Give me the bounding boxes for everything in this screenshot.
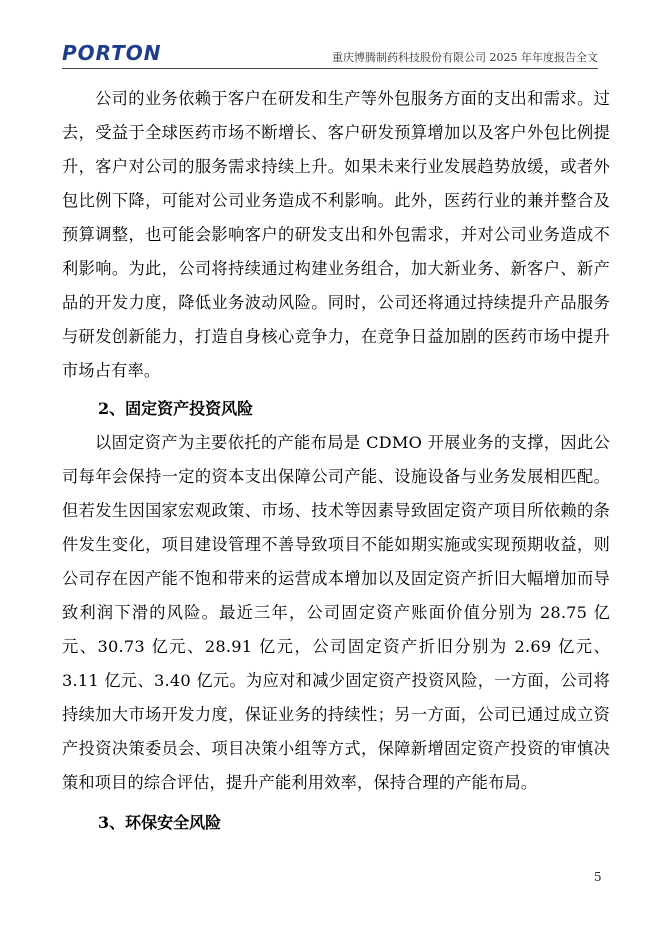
section-heading-fixed-asset-risk: 2、固定资产投资风险	[98, 399, 254, 418]
page-number: 5	[594, 870, 602, 884]
paragraph-fixed-asset-risk: 以固定资产为主要依托的产能布局是 CDMO 开展业务的支撑，因此公司每年会保持一定的资本支出保障公司产能、设施设备与业务发展相匹配。但若发生因国家宏观政策、市场、技术等因素导致固定资产项目所依赖的条件发生变化，项目建设管理不善导致项目不能如期实施或实现预期收益，则公司存在因产能不饱和带来的运营成本增加以及固定资产折旧大幅增加而导致利润下滑的风险。最近三年，公司固定资产账面价值分别为 28.75 亿元、30.73 亿元、28.91 亿元，公司固定资产折旧分别为 2.69 亿元、3.11 亿元、3.40 亿元。为应对和减少固定资产投资风险，一方面，公司将持续加大市场开发力度，保证业务的持续性；另一方面，公司已通过成立资产投资决策委员会、项目决策小组等方式，保障新增固定资产投资的审慎决策和项目的综合评估，提升产能利用效率，保持合理的产能布局。	[62, 433, 610, 792]
header-divider	[62, 68, 598, 69]
section-heading-environment-safety-risk: 3、环保安全风险	[98, 813, 222, 832]
header-doc-title: 重庆博腾制药科技股份有限公司 2025 年年度报告全文	[332, 51, 598, 64]
page-body	[62, 82, 610, 840]
porton-logo: PORTON	[62, 41, 162, 65]
paragraph-business-dependency: 公司的业务依赖于客户在研发和生产等外包服务方面的支出和需求。过去，受益于全球医药市场不断增长、客户研发预算增加以及客户外包比例提升，客户对公司的服务需求持续上升。如果未来行业发展趋势放缓，或者外包比例下降，可能对公司业务造成不利影响。此外，医药行业的兼并整合及预算调整，也可能会影响客户的研发支出和外包需求，并对公司业务造成不利影响。为此，公司将持续通过构建业务组合，加大新业务、新客户、新产品的开发力度，降低业务波动风险。同时，公司还将通过持续提升产品服务与研发创新能力，打造自身核心竞争力，在竞争日益加剧的医药市场中提升市场占有率。	[62, 89, 610, 380]
page-header	[62, 42, 598, 68]
